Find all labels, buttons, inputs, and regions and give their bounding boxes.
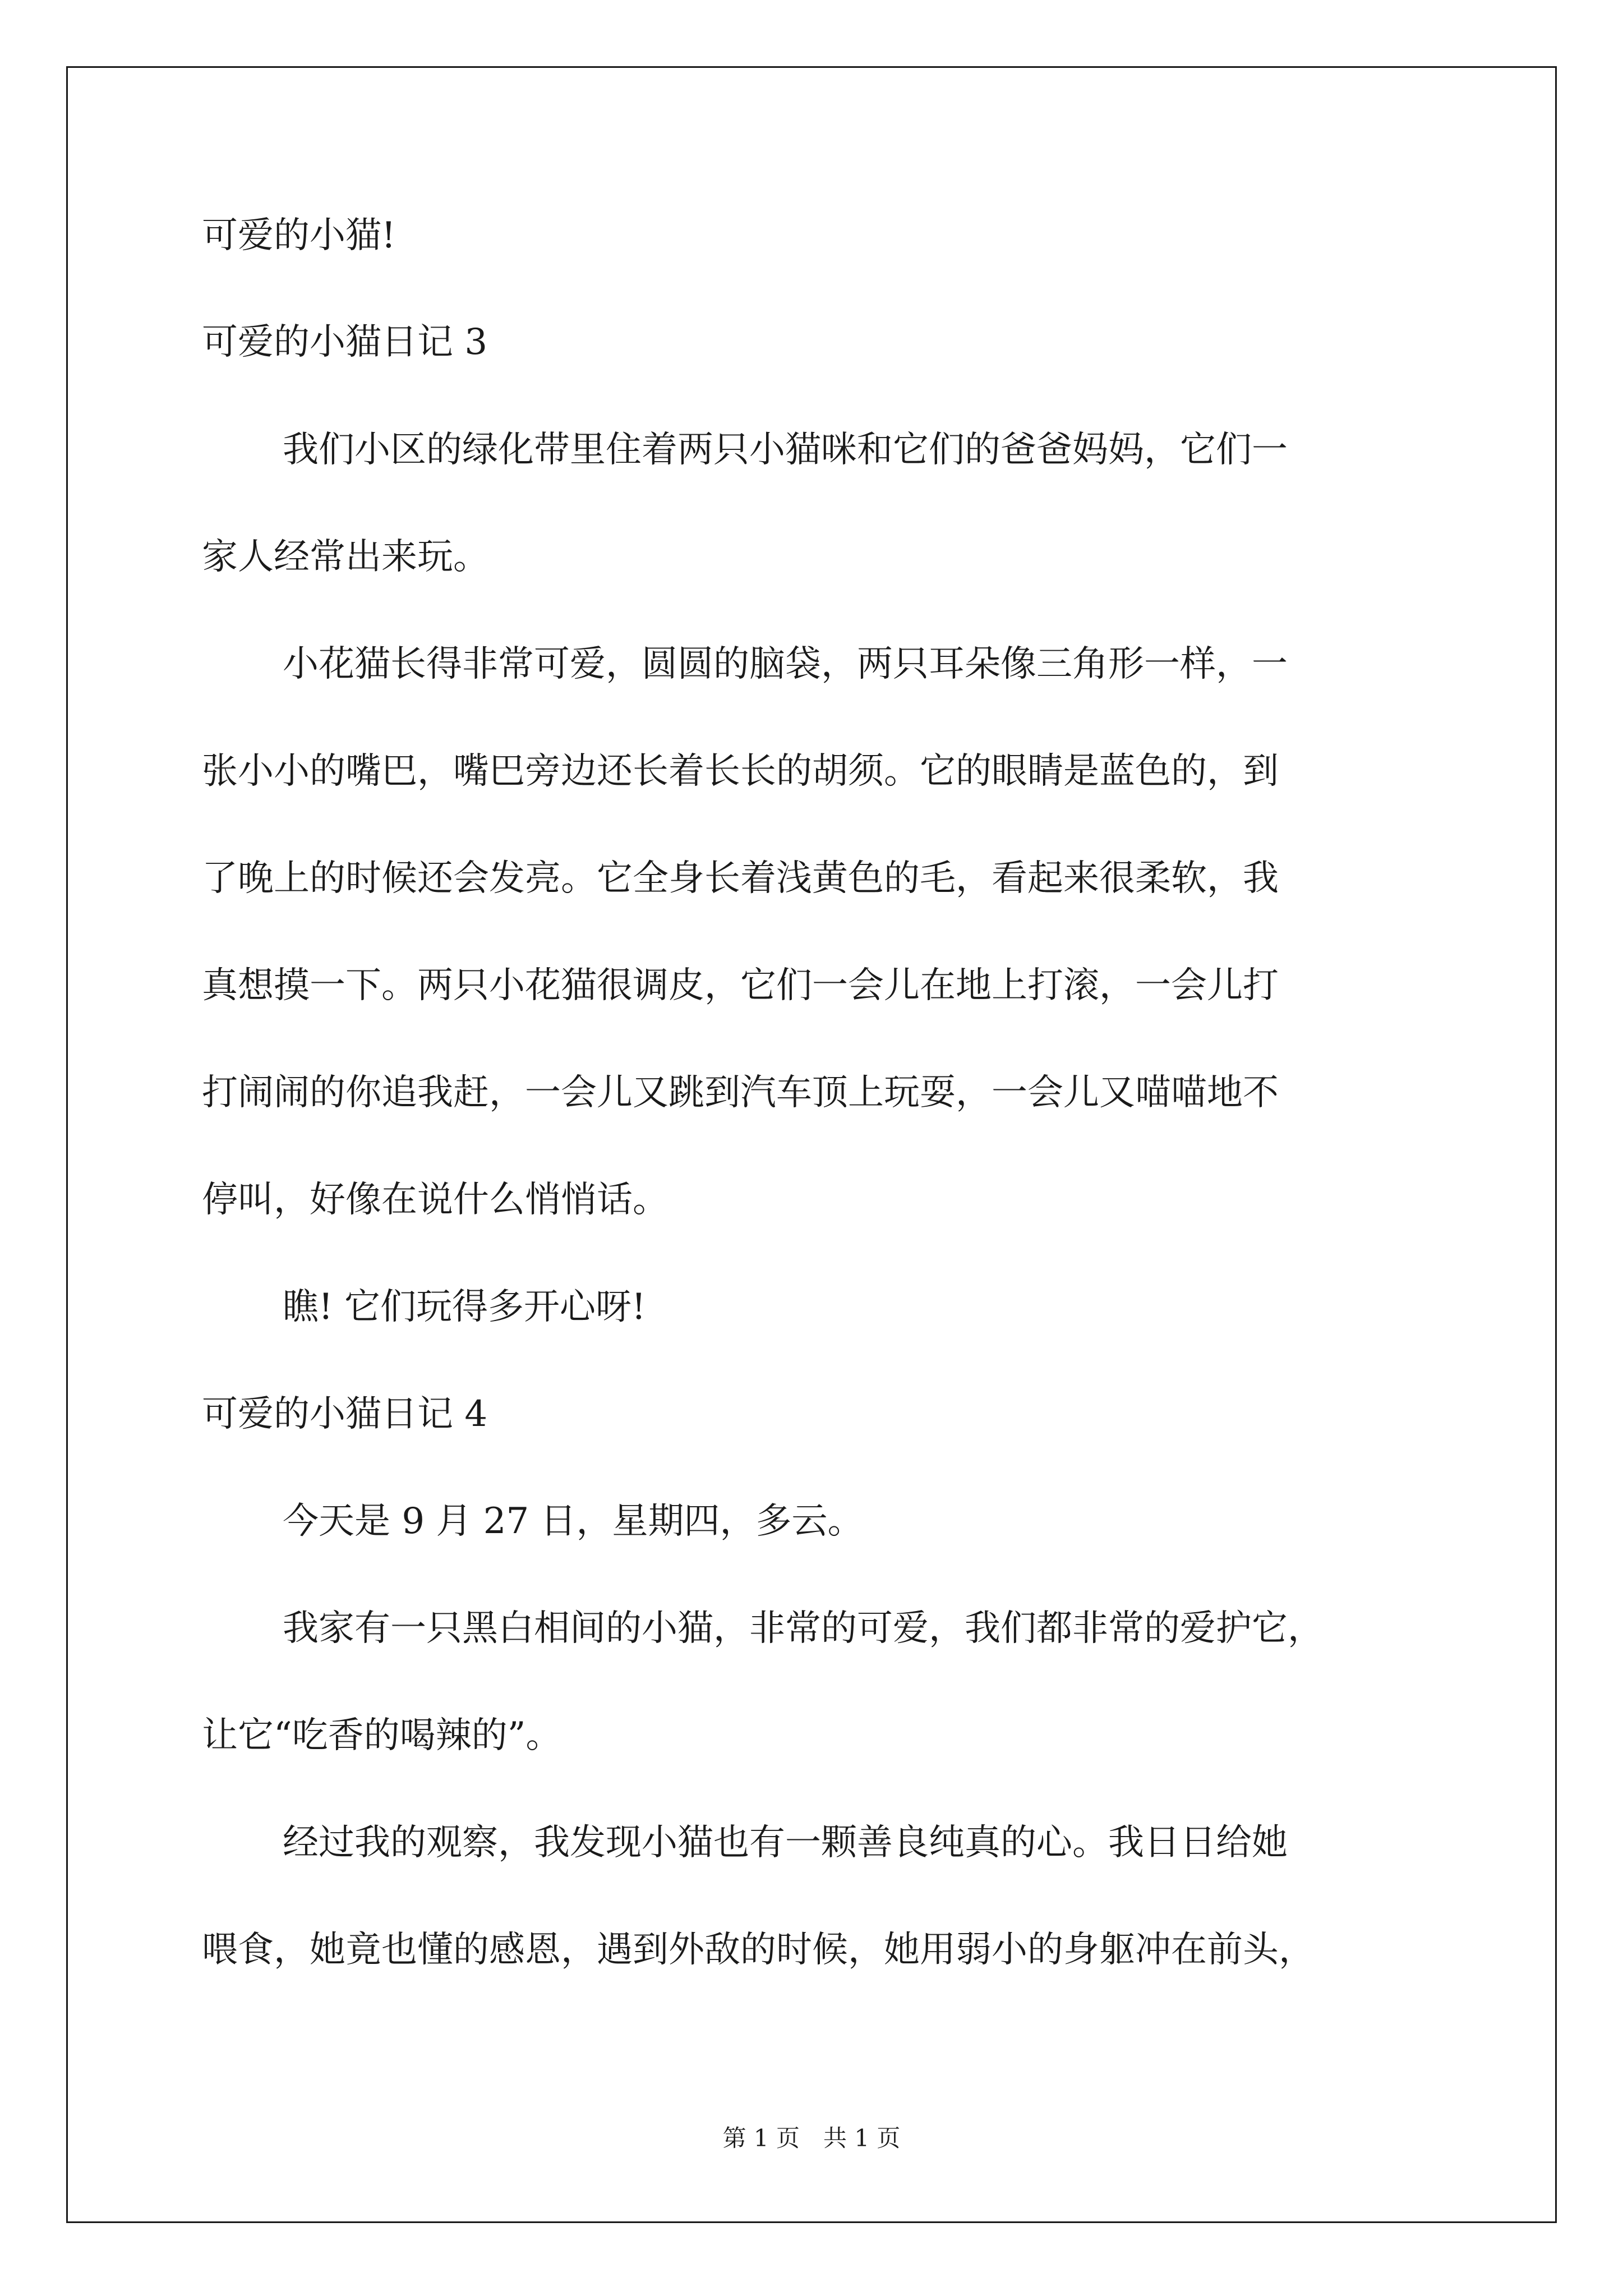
page-footer: 第 1 页 共 1 页 [722, 2124, 901, 2152]
section-heading: 可爱的小猫日记 4 [202, 1393, 488, 1435]
text-line: 我们小区的绿化带里住着两只小猫咪和它们的爸爸妈妈，它们一 [283, 429, 1288, 471]
text-line: 我家有一只黑白相间的小猫，非常的可爱，我们都非常的爱护它， [283, 1608, 1324, 1649]
text-line: 可爱的小猫! [202, 215, 396, 256]
text-line: 小花猫长得非常可爱，圆圆的脑袋，两只耳朵像三角形一样，一 [283, 643, 1288, 685]
section-heading: 可爱的小猫日记 3 [202, 321, 488, 363]
text-line: 喂食，她竟也懂的感恩，遇到外敌的时候，她用弱小的身躯冲在前头， [202, 1929, 1315, 1971]
text-line: 打闹闹的你追我赶，一会儿又跳到汽车顶上玩耍，一会儿又喵喵地不 [202, 1072, 1279, 1114]
text-line: 张小小的嘴巴，嘴巴旁边还长着长长的胡须。它的眼睛是蓝色的，到 [202, 751, 1279, 792]
page-border [66, 66, 1557, 2223]
text-line: 了晚上的时候还会发亮。它全身长着浅黄色的毛，看起来很柔软，我 [202, 858, 1279, 899]
text-line: 瞧! 它们玩得多开心呀! [283, 1286, 646, 1328]
text-line: 今天是 9 月 27 日，星期四，多云。 [283, 1501, 864, 1542]
text-line: 停叫，好像在说什么悄悄话。 [202, 1179, 668, 1221]
text-line: 让它“吃香的喝辣的”。 [202, 1715, 562, 1756]
text-line: 家人经常出来玩。 [202, 536, 489, 578]
text-line: 真想摸一下。两只小花猫很调皮，它们一会儿在地上打滚，一会儿打 [202, 965, 1279, 1006]
text-line: 经过我的观察，我发现小猫也有一颗善良纯真的心。我日日给她 [283, 1822, 1288, 1864]
